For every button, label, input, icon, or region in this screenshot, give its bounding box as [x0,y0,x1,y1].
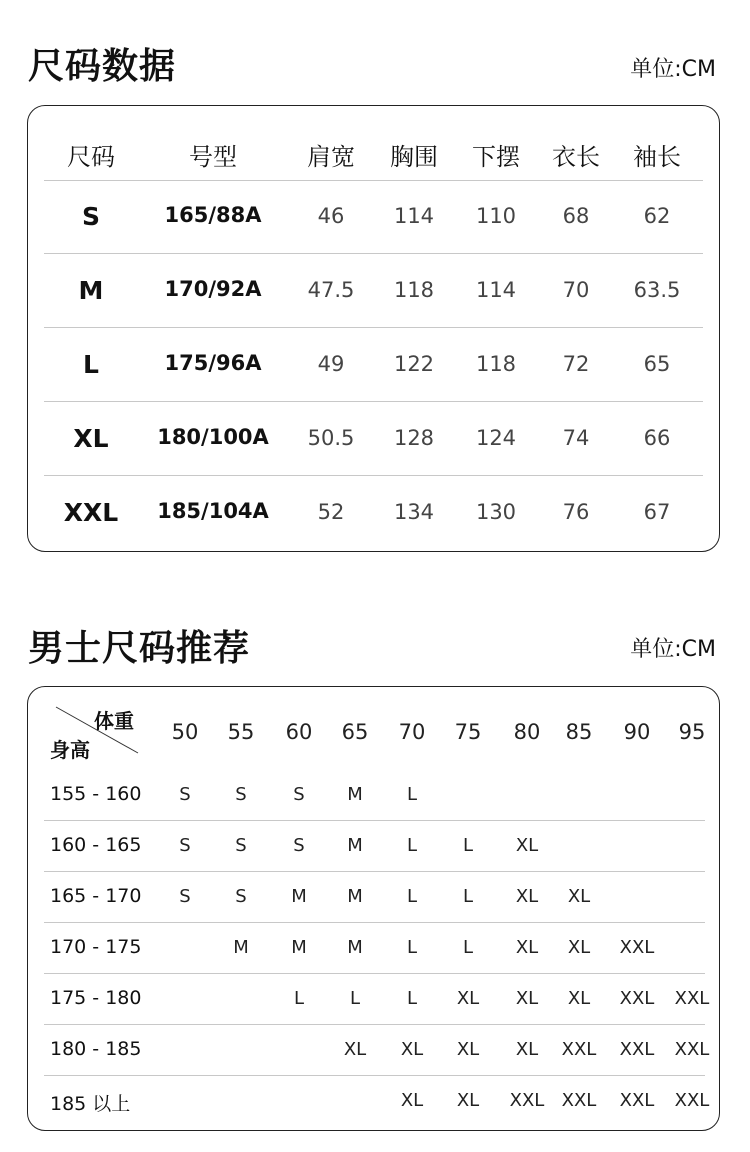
height-range-label: 165 - 170 [50,885,142,907]
header-col-sleeve: 袖长 [633,143,681,171]
recommend-cell: XL [400,1090,424,1111]
recommend-cell: XXL [674,988,710,1009]
row-divider [44,475,703,476]
measure-cell: 122 [393,352,435,376]
measure-cell: 72 [562,352,590,376]
size-recommend-table [27,686,720,1131]
weight-header: 90 [623,720,651,744]
measure-cell: 46 [317,204,345,228]
recommend-cell: S [179,784,191,805]
recommend-cell: XXL [561,1090,597,1111]
unit-label: 单位:CM [630,57,716,82]
recommend-cell: L [406,835,418,856]
measure-cell: 47.5 [307,278,355,302]
measure-cell: 52 [317,500,345,524]
recommend-cell: M [347,835,363,856]
recommend-cell: L [406,784,418,805]
height-range-label: 175 - 180 [50,987,142,1009]
measure-cell: 128 [393,426,435,450]
section-title-recommend: 男士尺码推荐 [28,628,251,669]
header-col-length: 衣长 [552,143,600,171]
recommend-cell: XL [456,1039,480,1060]
recommend-cell: XL [515,988,539,1009]
recommend-cell: XXL [619,937,655,958]
recommend-cell: XL [343,1039,367,1060]
row-divider [44,922,705,923]
section-title-size-data: 尺码数据 [28,46,177,87]
weight-header: 70 [398,720,426,744]
row-divider [44,253,703,254]
row-divider [44,1075,705,1076]
recommend-cell: L [462,835,474,856]
row-divider [44,820,705,821]
row-divider [44,327,703,328]
size-cell: L [83,350,99,379]
recommend-cell: M [233,937,249,958]
measure-cell: 67 [643,500,671,524]
weight-header: 65 [341,720,369,744]
height-range-label: 160 - 165 [50,834,142,856]
recommend-cell: XL [567,886,591,907]
measure-cell: 110 [475,204,517,228]
measure-cell: 118 [475,352,517,376]
measure-cell: 124 [475,426,517,450]
measure-cell: 74 [562,426,590,450]
type-cell: 165/88A [164,203,262,227]
measure-cell: 50.5 [307,426,355,450]
measure-cell: 134 [393,500,435,524]
recommend-cell: XXL [674,1090,710,1111]
measure-cell: 63.5 [633,278,681,302]
size-data-table [27,105,720,552]
height-range-label: 170 - 175 [50,936,142,958]
recommend-cell: XXL [619,988,655,1009]
recommend-cell: XXL [619,1039,655,1060]
recommend-cell: XL [515,937,539,958]
height-range-label: 185 以上 [50,1093,131,1115]
measure-cell: 70 [562,278,590,302]
measure-cell: 49 [317,352,345,376]
type-cell: 185/104A [157,499,269,523]
measure-cell: 65 [643,352,671,376]
recommend-cell: L [406,988,418,1009]
size-cell: M [78,276,104,305]
header-col-type: 号型 [189,143,237,171]
height-range-label: 180 - 185 [50,1038,142,1060]
size-cell: XL [73,424,109,453]
type-cell: 175/96A [164,351,262,375]
recommend-cell: S [235,835,247,856]
corner-height-label: 身高 [50,738,90,762]
recommend-cell: XL [515,886,539,907]
measure-cell: 114 [475,278,517,302]
recommend-cell: S [235,784,247,805]
recommend-cell: M [347,886,363,907]
measure-cell: 62 [643,204,671,228]
row-divider [44,973,705,974]
recommend-cell: XXL [674,1039,710,1060]
type-cell: 180/100A [157,425,269,449]
header-col-hem: 下摆 [472,143,520,171]
weight-header: 85 [565,720,593,744]
recommend-cell: M [347,937,363,958]
measure-cell: 66 [643,426,671,450]
row-divider [44,871,705,872]
weight-header: 75 [454,720,482,744]
recommend-cell: XL [515,1039,539,1060]
recommend-cell: XL [456,988,480,1009]
row-divider [44,1024,705,1025]
recommend-cell: S [179,835,191,856]
weight-header: 80 [513,720,541,744]
recommend-cell: XXL [561,1039,597,1060]
weight-header: 95 [678,720,706,744]
size-cell: S [81,202,101,231]
recommend-cell: S [293,784,305,805]
recommend-cell: XL [515,835,539,856]
recommend-cell: M [291,886,307,907]
recommend-cell: L [349,988,361,1009]
recommend-cell: S [235,886,247,907]
recommend-cell: L [293,988,305,1009]
header-divider [44,180,703,181]
header-col-shoulder: 肩宽 [307,143,355,171]
recommend-cell: L [406,886,418,907]
recommend-cell: XL [567,937,591,958]
recommend-cell: XXL [619,1090,655,1111]
unit-label: 单位:CM [630,637,716,662]
type-cell: 170/92A [164,277,262,301]
recommend-cell: L [406,937,418,958]
row-divider [44,401,703,402]
height-range-label: 155 - 160 [50,783,142,805]
measure-cell: 130 [475,500,517,524]
header-col-chest: 胸围 [390,143,438,171]
measure-cell: 76 [562,500,590,524]
header-col-size: 尺码 [67,143,115,171]
recommend-cell: S [179,886,191,907]
weight-header: 60 [285,720,313,744]
weight-header: 50 [171,720,199,744]
size-cell: XXL [63,498,119,527]
measure-cell: 68 [562,204,590,228]
corner-weight-label: 体重 [94,709,134,733]
measure-cell: 118 [393,278,435,302]
measure-cell: 114 [393,204,435,228]
recommend-cell: M [347,784,363,805]
recommend-cell: XL [400,1039,424,1060]
recommend-cell: M [291,937,307,958]
recommend-cell: S [293,835,305,856]
recommend-cell: XL [456,1090,480,1111]
recommend-cell: L [462,886,474,907]
recommend-cell: XL [567,988,591,1009]
weight-header: 55 [227,720,255,744]
recommend-cell: XXL [509,1090,545,1111]
recommend-cell: L [462,937,474,958]
